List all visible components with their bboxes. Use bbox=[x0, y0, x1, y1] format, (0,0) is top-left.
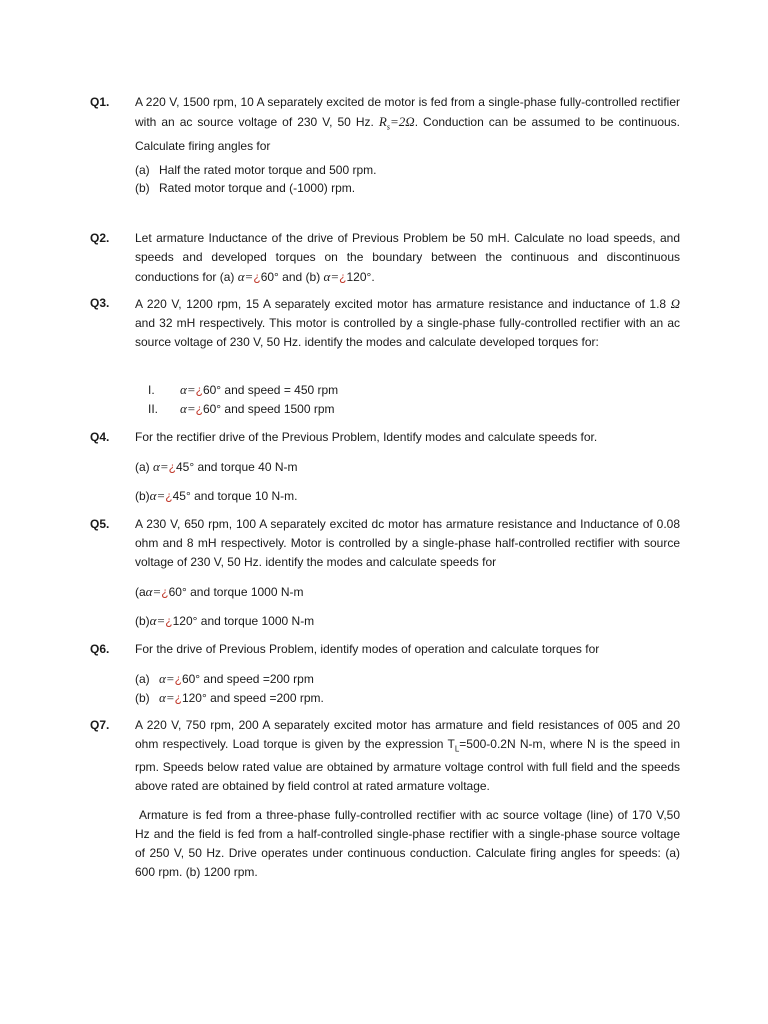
question-6-text: For the drive of Previous Problem, identify modes of operation and calculate torques for bbox=[135, 642, 600, 656]
question-1-label: Q1. bbox=[90, 95, 110, 109]
question-6-item-a: (a) α=¿60° and speed =200 rpm bbox=[135, 671, 314, 686]
question-3-item-2: II. α=¿60° and speed 1500 rpm bbox=[148, 401, 335, 416]
question-3-text: A 220 V, 1200 rpm, 15 A separately excited motor has armature resistance and inductance of 1.8 Ω and 32 mH respectively. This motor is controlled by a single-phase fully-controlled rectifier with an ac source voltage of 230 V, 50 Hz. identify the modes and calculate developed torques for: bbox=[135, 296, 680, 349]
question-5-label: Q5. bbox=[90, 517, 110, 531]
question-1-item-a: (a) Half the rated motor torque and 500 rpm. bbox=[135, 163, 377, 177]
question-7-paragraph-2: Armature is fed from a three-phase fully-controlled rectifier with ac source voltage (line) of 170 V,50 Hz and the field is fed from a half-controlled single-phase rectifier with a single-phase source voltage of 250 V, 50 Hz. Drive operates under continuous conduction. Calculate firing angles for speeds: (a) 600 rpm. (b) 1200 rpm. bbox=[135, 808, 680, 880]
question-3-item-1: I. α=¿60° and speed = 450 rpm bbox=[148, 382, 339, 397]
question-5 bbox=[90, 515, 680, 572]
question-3-label: Q3. bbox=[90, 296, 110, 310]
question-7-text: A 220 V, 750 rpm, 200 A separately excited motor has armature and field resistances of 005 and 20 ohm respectively. Load torque is given by the expression $T_L=500-0.2N$ N-m, where N is the speed in rpm. Speeds below rated value are obtained by armature voltage control with full field and the speeds above rated are obtained by field control at rated armature voltage. bbox=[135, 718, 680, 794]
question-1-text bbox=[135, 93, 680, 156]
question-5-text: A 230 V, 650 rpm, 100 A separately excited dc motor has armature resistance and Inductance of 0.08 ohm and 8 mH respectively. Motor is controlled by a single-phase half-controlled rectifier with source voltage of 230 V, 50 Hz. identify the modes and calculate speeds for bbox=[135, 517, 680, 569]
question-4 bbox=[90, 428, 680, 447]
question-4-item-a: (a) α=¿45° and torque 40 N-m bbox=[135, 459, 298, 474]
question-5-item-b: (b)α=¿120° and torque 1000 N-m bbox=[135, 613, 315, 628]
question-1-text-a: A 220 V, 1500 rpm, 10 A separately excited de motor is fed from a single-phase fully-controlled rectifier with an ac source voltage of 230 V, 50 Hz. bbox=[135, 95, 680, 129]
question-5-item-a: (aα=¿60° and torque 1000 N-m bbox=[135, 584, 304, 599]
ohm-symbol: Ω bbox=[670, 296, 680, 311]
rs-symbol: $R_s=2\Omega$ bbox=[378, 114, 415, 132]
question-4-label: Q4. bbox=[90, 430, 110, 444]
question-4-item-b: (b)α=¿45° and torque 10 N-m. bbox=[135, 488, 298, 503]
question-2-label: Q2. bbox=[90, 231, 110, 245]
alpha-symbol: α= bbox=[323, 269, 340, 284]
question-1 bbox=[90, 93, 680, 156]
alpha-symbol: α= bbox=[237, 269, 254, 284]
question-6-item-b: (b) α=¿120° and speed =200 rpm. bbox=[135, 690, 324, 705]
question-2 bbox=[90, 229, 680, 287]
question-1-text-b: . Conduction can be assumed to be continuous. Calculate firing angles for bbox=[135, 115, 680, 153]
question-4-text: For the rectifier drive of the Previous Problem, Identify modes and calculate speeds for. bbox=[135, 430, 598, 444]
question-6 bbox=[90, 640, 680, 659]
question-7 bbox=[90, 716, 680, 882]
question-3 bbox=[90, 294, 680, 352]
question-7-label: Q7. bbox=[90, 718, 110, 732]
question-1-item-b: (b) Rated motor torque and (-1000) rpm. bbox=[135, 181, 356, 195]
question-6-label: Q6. bbox=[90, 642, 110, 656]
question-2-text: Let armature Inductance of the drive of Previous Problem be 50 mH. Calculate no load speeds, and speeds and developed torques on the boundary between the continuous and discontinuous conductions for (a) α=¿60° and (b) α=¿120°. bbox=[135, 231, 680, 284]
